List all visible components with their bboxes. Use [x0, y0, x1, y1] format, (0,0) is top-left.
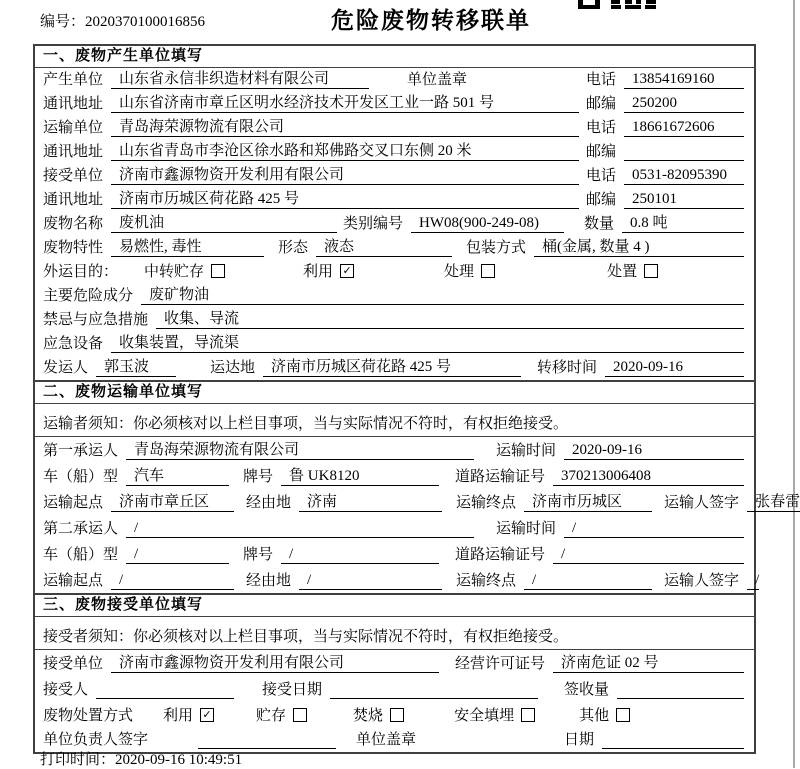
packing-label: 包装方式 [466, 240, 527, 256]
serial-value: 2020370100016856 [85, 14, 206, 30]
carrier2-label: 第二承运人 [43, 521, 119, 537]
waste-name-label: 废物名称 [43, 216, 104, 232]
section-transport [33, 380, 800, 595]
option-label: 处理 [444, 264, 475, 280]
receiver-value: 济南市鑫源物资开发利用有限公司 [111, 163, 579, 185]
vehicle1-license: 370213006408 [553, 468, 744, 486]
transport-time-label: 运输时间 [496, 521, 557, 537]
emergency-equipment-label: 应急设备 [43, 336, 104, 352]
row-carrier1 [35, 437, 754, 463]
address-label: 通讯地址 [43, 192, 104, 208]
receiver-address: 济南市历城区荷花路 425 号 [111, 187, 579, 209]
receiver-phone: 0531-82095390 [624, 167, 744, 185]
row-emergency-equipment [35, 332, 754, 356]
qty-value: 0.8 吨 [622, 211, 744, 233]
seal-label: 单位盖章 [407, 72, 468, 88]
option-label: 安全填埋 [454, 708, 515, 724]
row-disposal [35, 702, 754, 728]
row-hazard [35, 284, 754, 308]
transfer-time-value: 2020-09-16 [605, 359, 744, 377]
option-label: 贮存 [256, 708, 287, 724]
disposal-option [256, 704, 307, 725]
manifest-form [33, 44, 800, 754]
emergency-measures-value: 收集、导流 [156, 307, 744, 329]
print-time-label: 打印时间： [40, 752, 116, 768]
responsible-sign-label: 单位负责人签字 [43, 732, 149, 748]
sign-amount-value [617, 698, 744, 699]
date-label: 日期 [564, 732, 595, 748]
route1-sign: 张春雷 [747, 490, 800, 512]
category-value: HW08(900-249-08) [411, 215, 564, 233]
row-vehicle1 [35, 463, 754, 489]
acceptor-label: 接受人 [43, 682, 89, 698]
plate-label: 牌号 [243, 547, 274, 563]
operating-license-value: 济南危证 02 号 [553, 651, 744, 673]
producer-label: 产生单位 [43, 72, 104, 88]
checkbox-icon: ✓ [200, 708, 214, 722]
category-label: 类别编号 [343, 216, 404, 232]
hazard-value: 废矿物油 [141, 283, 744, 305]
window-edge-line [793, 0, 795, 768]
option-label: 利用 [303, 264, 334, 280]
row-purpose [35, 260, 754, 284]
route-end-label: 运输终点 [456, 495, 517, 511]
producer-address: 山东省济南市章丘区明水经济技术开发区工业一路 501 号 [111, 91, 579, 113]
disposal-option [579, 704, 630, 725]
checkbox-icon [481, 264, 495, 278]
address-label: 通讯地址 [43, 96, 104, 112]
row-receiver [35, 164, 754, 188]
acceptor-value [96, 698, 234, 699]
operating-license-label: 经营许可证号 [455, 656, 546, 672]
zip-label: 邮编 [585, 192, 616, 208]
transporter-notice: 运输者须知：你必须核对以上栏目事项，当与实际情况不符时，有权拒绝接受。 [35, 404, 754, 437]
row-shipper [35, 356, 754, 380]
receiver-zip: 250101 [624, 191, 744, 209]
option-label: 其他 [579, 708, 610, 724]
dest-label: 运达地 [210, 360, 256, 376]
checkbox-icon: ✓ [340, 264, 354, 278]
row-route2 [35, 567, 760, 593]
qty-label: 数量 [584, 216, 615, 232]
form-label: 形态 [278, 240, 309, 256]
row-waste-props [35, 236, 754, 260]
producer-phone: 13854169160 [624, 71, 744, 89]
via-label: 经由地 [246, 495, 292, 511]
row-acceptor [35, 676, 754, 702]
page-title: 危险废物转移联单 [331, 8, 531, 33]
route2-start: / [111, 572, 234, 590]
section-receiver [33, 593, 756, 754]
carrier1-label: 第一承运人 [43, 443, 119, 459]
vehicle2-plate: / [281, 546, 439, 564]
vehicle1-plate: 鲁 UK8120 [281, 464, 439, 486]
carrier1-time: 2020-09-16 [564, 442, 744, 460]
carrier2-value: / [126, 520, 474, 538]
checkbox-icon [211, 264, 225, 278]
transporter-phone: 18661672606 [624, 119, 744, 137]
waste-props-value: 易燃性, 毒性 [111, 235, 264, 257]
row-carrier2 [35, 515, 754, 541]
carrier-sign-label: 运输人签字 [664, 573, 740, 589]
road-license-label: 道路运输证号 [455, 469, 546, 485]
route-start-label: 运输起点 [43, 495, 104, 511]
row-receiving-unit [35, 650, 754, 676]
option-label: 中转贮存 [144, 264, 205, 280]
disposal-label: 废物处置方式 [43, 708, 134, 724]
emergency-equipment-value: 收集装置，导流渠 [111, 331, 744, 353]
transport-time-label: 运输时间 [496, 443, 557, 459]
packing-value: 桶(金属, 数量 4 ) [534, 235, 744, 257]
purpose-label: 外运目的： [43, 264, 119, 280]
accept-date-label: 接受日期 [262, 682, 323, 698]
carrier-sign-label: 运输人签字 [664, 495, 740, 511]
zip-label: 邮编 [585, 96, 616, 112]
via-label: 经由地 [246, 573, 292, 589]
hazard-label: 主要危险成分 [43, 288, 134, 304]
checkbox-icon [390, 708, 404, 722]
row-vehicle2 [35, 541, 754, 567]
row-transporter [35, 116, 754, 140]
form-value: 液态 [316, 235, 452, 257]
plate-label: 牌号 [243, 469, 274, 485]
route1-start: 济南市章丘区 [111, 490, 234, 512]
route1-via: 济南 [299, 490, 442, 512]
producer-zip: 250200 [624, 95, 744, 113]
transporter-address: 山东省青岛市李沧区徐水路和郑佛路交叉口东侧 20 米 [111, 139, 579, 161]
qr-finder-bottom [578, 0, 600, 9]
waste-props-label: 废物特性 [43, 240, 104, 256]
vehicle-type-label: 车（船）型 [43, 547, 119, 563]
accept-date-value [330, 698, 538, 699]
section1-title: 一、废物产生单位填写 [35, 46, 754, 68]
dest-value: 济南市历城区荷花路 425 号 [263, 355, 521, 377]
carrier1-value: 青岛海荣源物流有限公司 [126, 438, 474, 460]
checkbox-icon [644, 264, 658, 278]
purpose-option [444, 260, 495, 281]
transporter-zip [624, 160, 744, 161]
phone-label: 电话 [585, 120, 616, 136]
unit-seal-label: 单位盖章 [356, 732, 417, 748]
print-time [40, 748, 242, 769]
section3-title: 三、废物接受单位填写 [35, 595, 754, 617]
emergency-measures-label: 禁忌与应急措施 [43, 312, 149, 328]
row-receiver-address [35, 188, 754, 212]
vehicle2-license: / [553, 546, 744, 564]
date-value [602, 748, 744, 749]
zip-label: 邮编 [585, 144, 616, 160]
route2-via: / [299, 572, 442, 590]
row-producer-address [35, 92, 754, 116]
road-license-label: 道路运输证号 [455, 547, 546, 563]
purpose-option [607, 260, 658, 281]
route2-end: / [524, 572, 652, 590]
print-time-value: 2020-09-16 10:49:51 [115, 752, 243, 768]
route-start-label: 运输起点 [43, 573, 104, 589]
transfer-time-label: 转移时间 [537, 360, 598, 376]
route2-sign: / [747, 572, 759, 590]
phone-label: 电话 [585, 168, 616, 184]
receiving-unit-label: 接受单位 [43, 656, 104, 672]
row-waste-name [35, 212, 754, 236]
receiver-label: 接受单位 [43, 168, 104, 184]
qr-code-fragment [578, 0, 656, 9]
serial-label: 编号： [40, 14, 86, 30]
route-end-label: 运输终点 [456, 573, 517, 589]
disposal-option [163, 704, 214, 725]
vehicle2-type: / [126, 546, 229, 564]
vehicle-type-label: 车（船）型 [43, 469, 119, 485]
carrier2-time: / [564, 520, 744, 538]
phone-label: 电话 [585, 72, 616, 88]
row-producer [35, 68, 754, 92]
row-transporter-address [35, 140, 754, 164]
option-label: 焚烧 [353, 708, 384, 724]
section2-title: 二、废物运输单位填写 [35, 382, 754, 404]
vehicle1-type: 汽车 [126, 464, 229, 486]
disposal-option [353, 704, 404, 725]
shipper-value: 郭玉波 [96, 355, 176, 377]
checkbox-icon [293, 708, 307, 722]
waste-name-value: 废机油 [111, 211, 337, 233]
checkbox-icon [616, 708, 630, 722]
row-emergency-measures [35, 308, 754, 332]
transporter-value: 青岛海荣源物流有限公司 [111, 115, 579, 137]
checkbox-icon [521, 708, 535, 722]
receiver-notice: 接受者须知：你必须核对以上栏目事项，当与实际情况不符时，有权拒绝接受。 [35, 617, 754, 650]
disposal-option [454, 704, 535, 725]
option-label: 利用 [163, 708, 194, 724]
shipper-label: 发运人 [43, 360, 89, 376]
purpose-option [144, 260, 225, 281]
purpose-option [303, 260, 354, 281]
address-label: 通讯地址 [43, 144, 104, 160]
transporter-label: 运输单位 [43, 120, 104, 136]
route1-end: 济南市历城区 [524, 490, 652, 512]
section-producer [33, 44, 756, 382]
row-route1 [35, 489, 800, 515]
producer-value: 山东省永信非织造材料有限公司 [111, 67, 369, 89]
receiving-unit-value: 济南市鑫源物资开发利用有限公司 [111, 651, 439, 673]
option-label: 处置 [607, 264, 638, 280]
serial-number [40, 10, 205, 31]
sign-amount-label: 签收量 [564, 682, 610, 698]
